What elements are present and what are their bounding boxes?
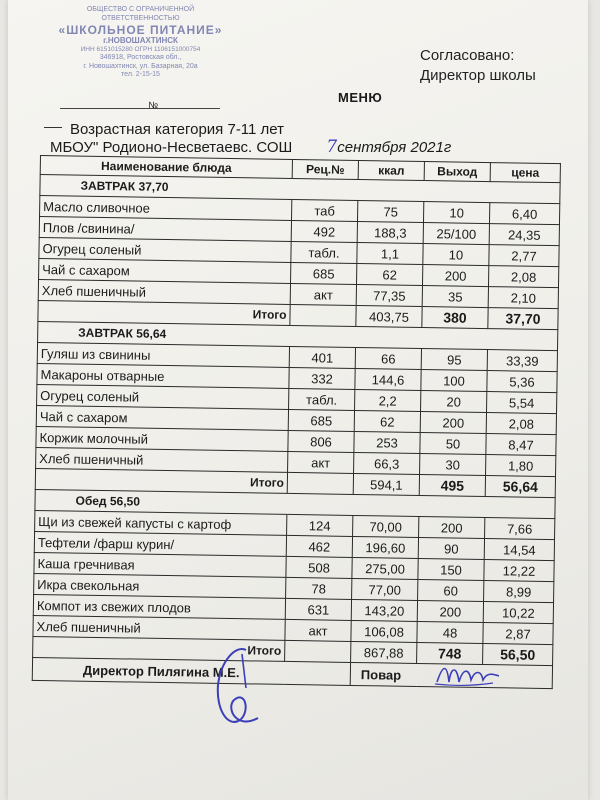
price: 8,99 [484, 581, 554, 603]
kcal: 196,60 [352, 536, 418, 558]
yield: 30 [420, 454, 486, 476]
total-yield: 748 [417, 642, 483, 664]
total-yield: 495 [419, 475, 485, 497]
recipe-number: табл. [291, 241, 357, 263]
yield: 60 [418, 579, 484, 601]
section-title: ЗАВТРАК 56,64 [38, 321, 290, 346]
price: 24,35 [489, 224, 559, 246]
kcal: 75 [357, 200, 423, 222]
column-header-kcal: ккал [358, 161, 424, 181]
stamp-line-1: ОБЩЕСТВО С ОГРАНИЧЕННОЙ [86, 6, 195, 13]
price: 2,08 [488, 266, 558, 288]
recipe-number: 492 [291, 220, 357, 242]
recipe-number: таб [292, 199, 358, 221]
recipe-number: 401 [289, 346, 355, 368]
price: 2,77 [489, 245, 559, 267]
price: 7,66 [485, 518, 555, 540]
price: 2,08 [486, 413, 556, 435]
stamp-address-2: г. Новошахтинск, ул. Базарная, 20а [83, 62, 198, 70]
dish-name: Хлеб пшеничный [38, 279, 290, 304]
kcal: 66,3 [354, 452, 420, 474]
age-category: Возрастная категория 7-11 лет [70, 121, 285, 138]
cook-label: Повар [360, 666, 402, 683]
section-title: Обед 56,50 [35, 489, 287, 514]
approval-block [420, 46, 536, 86]
column-header-recipe: Рец.№ [292, 159, 358, 179]
dish-name: Щи из свежей капусты с картоф [35, 510, 287, 535]
dish-name: Коржик молочный [36, 426, 288, 451]
total-recipe-number [285, 640, 351, 662]
dish-name: Хлеб пшеничный [33, 615, 285, 640]
column-header-yield: Выход [424, 162, 490, 182]
total-recipe-number [287, 472, 353, 494]
price: 12,22 [484, 560, 554, 582]
price: 8,47 [486, 434, 556, 456]
recipe-number: акт [290, 283, 356, 305]
yield: 20 [421, 391, 487, 413]
dish-name: Огурец соленый [39, 237, 291, 262]
kcal: 1,1 [357, 242, 423, 264]
number-label: № [148, 100, 158, 110]
price: 2,10 [488, 287, 558, 309]
director-signature-label: Директор Пилягина М.Е. [32, 657, 350, 685]
date-month-year: сентября 2021г [337, 139, 452, 156]
dish-name: Тефтели /фарш курин/ [34, 531, 286, 556]
total-kcal: 594,1 [353, 473, 419, 495]
price: 5,36 [487, 371, 557, 393]
stamp-phone: тел. 2-15-15 [121, 71, 160, 78]
yield: 10 [423, 202, 489, 224]
kcal: 77,35 [356, 284, 422, 306]
recipe-number: 124 [287, 514, 353, 536]
kcal: 77,00 [352, 578, 418, 600]
kcal: 143,20 [351, 599, 417, 621]
yield: 200 [422, 265, 488, 287]
dish-name: Компот из свежих плодов [33, 594, 285, 619]
recipe-number: 332 [289, 367, 355, 389]
recipe-number: 508 [286, 556, 352, 578]
document-title: МЕНЮ [338, 90, 383, 105]
menu-sheet [8, 0, 588, 800]
price: 2,87 [483, 623, 553, 645]
recipe-number: 462 [286, 535, 352, 557]
column-header-price: цена [490, 163, 560, 183]
recipe-number: 631 [285, 598, 351, 620]
menu-date [326, 139, 451, 156]
dish-name: Икра свекольная [34, 573, 286, 598]
dish-name: Огурец соленый [37, 384, 289, 409]
recipe-number: 685 [291, 262, 357, 284]
director-signature [206, 640, 276, 735]
yield: 150 [418, 558, 484, 580]
kcal: 144,6 [355, 368, 421, 390]
menu-table-body [33, 175, 561, 666]
total-price: 56,64 [485, 476, 555, 498]
recipe-number: табл. [289, 388, 355, 410]
dish-name: Чай с сахаром [36, 405, 288, 430]
total-label: Итого [33, 636, 285, 661]
yield: 50 [420, 433, 486, 455]
section-title: ЗАВТРАК 37,70 [40, 175, 292, 200]
dish-name: Гуляш из свинины [37, 342, 289, 367]
total-yield: 380 [422, 307, 488, 329]
school-name: МБОУ" Родионо-Несветаевс. СОШ [50, 139, 293, 156]
recipe-number: акт [288, 451, 354, 473]
yield: 200 [419, 516, 485, 538]
total-label: Итого [35, 468, 287, 493]
total-label: Итого [38, 300, 290, 325]
yield: 200 [417, 600, 483, 622]
kcal: 275,00 [352, 557, 418, 579]
dish-name: Плов /свинина/ [39, 217, 291, 242]
dash-mark [44, 127, 62, 128]
school-line [50, 137, 451, 157]
stamp-org-name: «ШКОЛЬНОЕ ПИТАНИЕ» [58, 23, 223, 37]
organization-stamp [58, 6, 223, 80]
price: 1,80 [486, 455, 556, 477]
number-line [60, 102, 220, 109]
yield: 10 [423, 244, 489, 266]
kcal: 62 [354, 410, 420, 432]
yield: 90 [418, 537, 484, 559]
price: 6,40 [489, 203, 559, 225]
total-price: 56,50 [483, 644, 553, 666]
kcal: 70,00 [353, 515, 419, 537]
approval-line-1: Согласовано: [420, 47, 515, 64]
kcal: 2,2 [355, 389, 421, 411]
kcal: 106,08 [351, 620, 417, 642]
yield: 100 [421, 370, 487, 392]
yield: 25/100 [423, 223, 489, 245]
price: 5,54 [487, 392, 557, 414]
kcal: 188,3 [357, 221, 423, 243]
dish-name: Макароны отварные [37, 363, 289, 388]
approval-line-2: Директор школы [420, 67, 536, 84]
stamp-address-1: 346918, Ростовская обл., [99, 54, 182, 61]
recipe-number: 685 [288, 409, 354, 431]
yield: 200 [420, 412, 486, 434]
yield: 95 [421, 349, 487, 371]
total-price: 37,70 [488, 308, 558, 330]
total-kcal: 867,88 [351, 641, 417, 663]
dish-name: Масло сливочное [40, 196, 292, 221]
yield: 35 [422, 286, 488, 308]
recipe-number: 78 [286, 577, 352, 599]
menu-table [32, 155, 561, 689]
recipe-number: 806 [288, 430, 354, 452]
total-kcal: 403,75 [356, 305, 422, 327]
stamp-city: г.НОВОШАХТИНСК [103, 36, 178, 45]
stamp-inn: ИНН 6151015280 ОГРН 1106151000754 [80, 45, 201, 53]
price: 14,54 [484, 539, 554, 561]
kcal: 253 [354, 431, 420, 453]
date-day-handwritten: 7 [326, 137, 338, 157]
yield: 48 [417, 621, 483, 643]
kcal: 66 [355, 347, 421, 369]
price: 10,22 [483, 602, 553, 624]
price: 33,39 [487, 350, 557, 372]
recipe-number: акт [285, 619, 351, 641]
dish-name: Каша гречнивая [34, 552, 286, 577]
dish-name: Чай с сахаром [39, 258, 291, 283]
cook-signature [433, 660, 503, 690]
column-header-dish: Наименование блюда [40, 156, 292, 179]
total-recipe-number [290, 304, 356, 326]
dish-name: Хлеб пшеничный [36, 447, 288, 472]
stamp-line-2: ОТВЕТСТВЕННОСТЬЮ [101, 14, 180, 22]
kcal: 62 [357, 263, 423, 285]
